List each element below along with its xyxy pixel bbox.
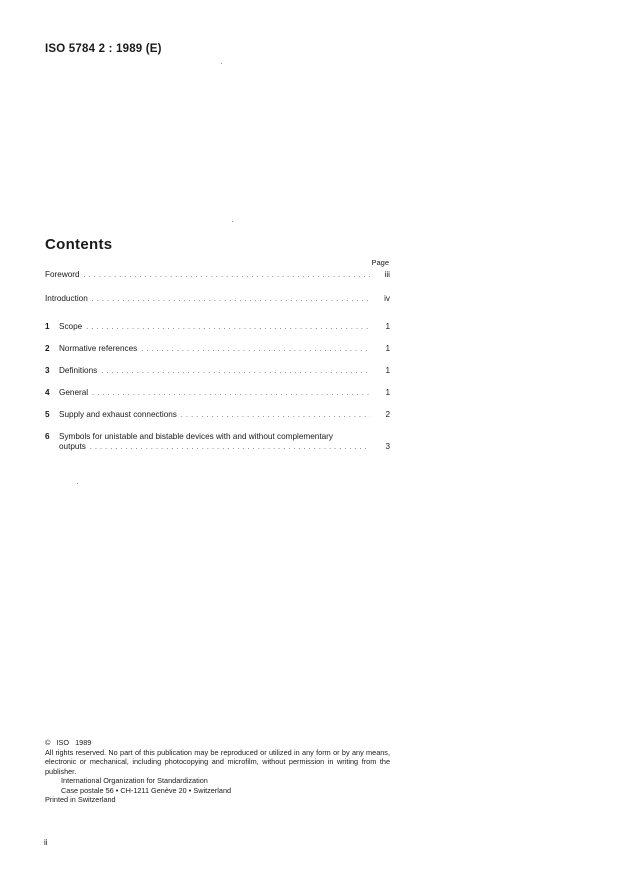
scan-speck [221,63,222,64]
toc-entry-supply-exhaust[interactable] [45,410,390,419]
copyright-line: © ISO 1989 [45,738,92,747]
toc-entry-page: 1 [385,344,390,353]
toc-entry-number: 6 [45,432,50,441]
toc-entry-number: 5 [45,410,50,419]
toc-entry-page: 3 [385,442,390,451]
toc-entry-page: 1 [385,366,390,375]
toc-entry-title: General [59,388,89,397]
toc-entry-number: 3 [45,366,50,375]
copyright-notice [45,738,390,805]
toc-entry-title: Foreword [45,270,80,279]
printed-in: Printed in Switzerland [45,795,116,804]
toc-entry-page: iv [384,294,390,303]
toc-entry-number: 1 [45,322,50,331]
toc-entry-title: Definitions [59,366,98,375]
scan-speck [77,483,78,484]
toc-entry-number: 2 [45,344,50,353]
toc-leader-dots [181,412,370,419]
toc-entry-symbols[interactable] [45,432,390,451]
toc-leader-dots [92,296,370,303]
toc-leader-dots [92,390,370,397]
toc-leader-dots [101,368,370,375]
toc-leader-dots [84,272,370,279]
toc-entry-page: 2 [385,410,390,419]
toc-entry-introduction[interactable] [45,294,390,303]
contents-heading: Contents [45,236,113,253]
document-id: ISO 5784 2 : 1989 (E) [45,43,162,55]
toc-leader-dots [90,444,370,451]
toc-entry-page: 1 [385,322,390,331]
toc-entry-page: iii [384,270,390,279]
toc-entry-definitions[interactable] [45,366,390,375]
toc-entry-title-continued: outputs [59,442,86,451]
toc-entry-title: Scope [59,322,83,331]
toc-entry-page: 1 [385,388,390,397]
toc-entry-title: Symbols for unistable and bistable devices with and without complementary [59,432,333,441]
page-number: ii [44,838,48,847]
organization-address: Case postale 56 • CH-1211 Genève 20 • Switzerland [61,785,232,795]
toc-entry-normative-references[interactable] [45,344,390,353]
scan-speck [232,221,233,222]
toc-leader-dots [86,324,370,331]
toc-entry-title: Supply and exhaust connections [59,410,177,419]
toc-entry-foreword[interactable] [45,270,390,279]
toc-entry-title: Introduction [45,294,88,303]
page-column-label: Page [371,258,389,267]
toc-entry-title: Normative references [59,344,138,353]
toc-leader-dots [141,346,370,353]
toc-entry-number: 4 [45,388,50,397]
toc-entry-general[interactable] [45,388,390,397]
toc-entry-scope[interactable] [45,322,390,331]
organization-name: International Organization for Standardization [61,776,208,785]
rights-statement: All rights reserved. No part of this publication may be reproduced or utilized in any form or by any means, electronic or mechanical, including photocopying and microfilm, without permission in writing from the publisher. [45,747,390,776]
